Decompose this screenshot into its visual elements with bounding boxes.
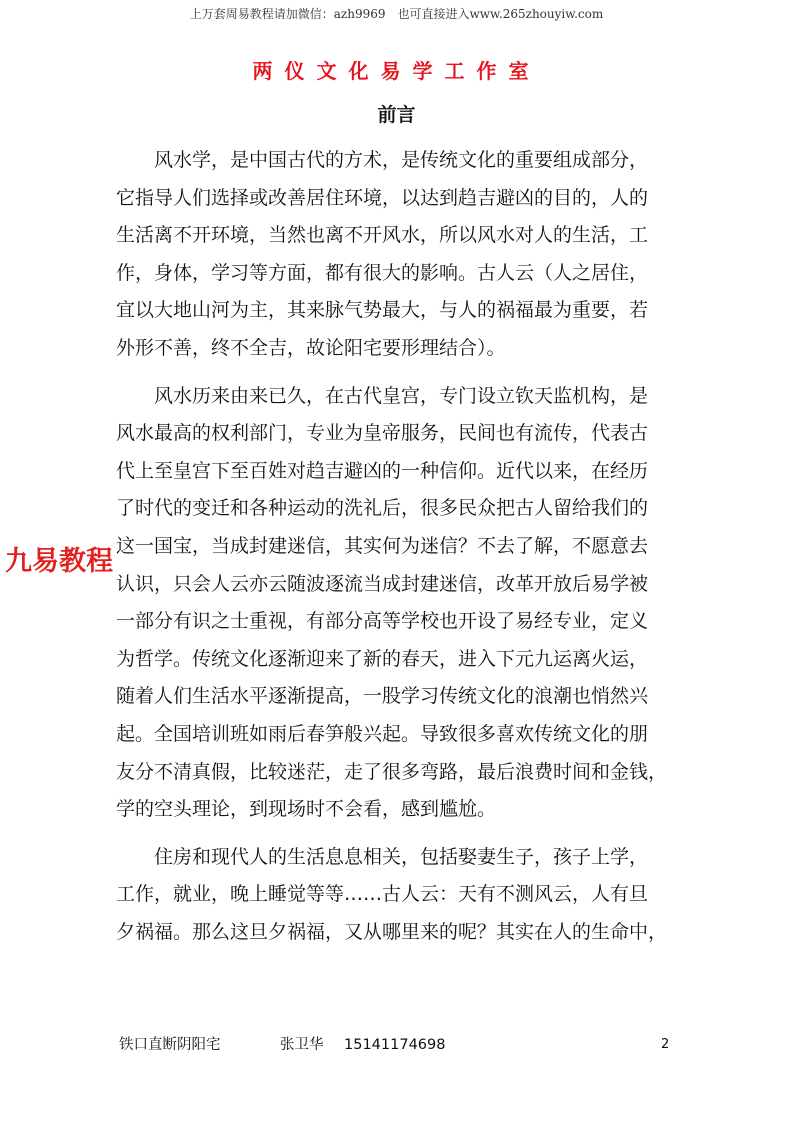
- paragraph: [116, 839, 686, 952]
- text-line: 为哲学。传统文化逐渐迎来了新的春天，进入下元九运离火运，: [116, 647, 649, 670]
- footer-phone: 15141174698: [344, 1037, 446, 1053]
- body-text: [116, 142, 686, 961]
- text-line: 友分不清真假，比较迷茫，走了很多弯路，最后浪费时间和金钱，: [116, 760, 668, 783]
- page-number: 2: [661, 1037, 670, 1052]
- text-line: 工作，就业，晚上睡觉等等……古人云：天有不测风云，人有旦: [116, 883, 649, 906]
- promo-banner: 上万套周易教程请加微信：azh9969 也可直接进入www.265zhouyiw.com: [189, 7, 604, 21]
- text-line: 风水学，是中国古代的方术，是传统文化的重要组成部分，: [116, 149, 649, 171]
- studio-title: 两仪文化易学工作室: [252, 59, 541, 83]
- text-line: 住房和现代人的生活息息相关，包括娶妻生子，孩子上学，: [116, 845, 649, 868]
- text-line: 外形不善，终不全吉，故论阳宅要形理结合）。: [116, 336, 506, 359]
- text-line: 这一国宝，当成封建迷信，其实何为迷信？不去了解，不愿意去: [116, 534, 649, 557]
- text-line: 风水最高的权利部门，专业为皇帝服务，民间也有流传，代表古: [116, 422, 649, 445]
- text-line: 起。全国培训班如雨后春笋般兴起。导致很多喜欢传统文化的朋: [116, 722, 649, 745]
- text-line: 夕祸福。那么这旦夕祸福，又从哪里来的呢？其实在人的生命中，: [116, 920, 668, 943]
- text-line: 风水历来由来已久，在古代皇宫，专门设立钦天监机构，是: [116, 384, 649, 407]
- page-title: 前言: [377, 104, 416, 126]
- text-line: 代上至皇宫下至百姓对趋吉避凶的一种信仰。近代以来，在经历: [116, 459, 649, 482]
- text-line: 宜以大地山河为主，其来脉气势最大，与人的祸福最为重要，若: [116, 299, 649, 322]
- text-line: 认识，只会人云亦云随波逐流当成封建迷信，改革开放后易学被: [116, 572, 649, 595]
- text-line: 它指导人们选择或改善居住环境，以达到趋吉避凶的目的，人的: [116, 186, 649, 209]
- watermark: 九易教程: [5, 546, 113, 577]
- page-footer: [0, 1032, 793, 1058]
- text-line: 了时代的变迁和各种运动的洗礼后，很多民众把古人留给我们的: [116, 497, 649, 520]
- footer-author: 张卫华: [280, 1037, 324, 1053]
- paragraph: [116, 142, 686, 368]
- text-line: 生活离不开环境，当然也离不开风水，所以风水对人的生活，工: [116, 224, 649, 247]
- text-line: 作，身体，学习等方面，都有很大的影响。古人云（人之居住，: [116, 261, 649, 284]
- footer-book-title: 铁口直断阴阳宅: [119, 1037, 221, 1053]
- text-line: 学的空头理论，到现场时不会看，感到尴尬。: [116, 798, 497, 821]
- paragraph: [116, 378, 686, 829]
- text-line: 一部分有识之士重视，有部分高等学校也开设了易经专业，定义: [116, 610, 649, 633]
- text-line: 随着人们生活水平逐渐提高，一股学习传统文化的浪潮也悄然兴: [116, 685, 649, 708]
